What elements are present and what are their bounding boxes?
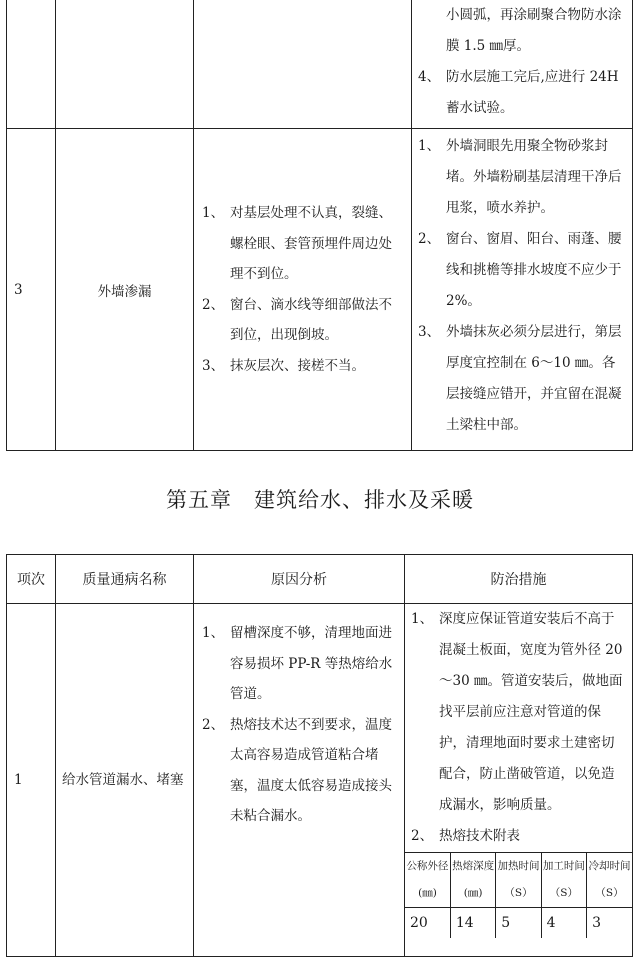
cause-cell: [194, 129, 412, 451]
list-number: 1、: [418, 138, 441, 154]
table-row-continued: [7, 0, 633, 129]
list-item: [202, 198, 405, 290]
list-item: [418, 62, 626, 124]
list-item: [418, 131, 626, 224]
hot-melt-header: 加热时间（S）: [496, 853, 541, 908]
list-item: [411, 821, 626, 852]
item-number: 3: [7, 129, 56, 451]
hot-melt-header: 冷却时间（S）: [587, 853, 632, 908]
table-row: [7, 604, 633, 957]
cause-text: 抹灰层次、接槎不当。: [230, 357, 365, 374]
defect-name: 外墙渗漏: [56, 129, 194, 451]
list-number: 3、: [418, 324, 441, 340]
list-number: 2、: [202, 716, 225, 733]
list-item: [202, 290, 405, 351]
cause-text: 热熔技术达不到要求，温度太高容易造成管道粘合堵塞，温度太低容易造成接头未粘合漏水。: [230, 716, 392, 824]
cause-text: 留槽深度不够，清理地面进容易损坏 PP-R 等热熔给水管道。: [230, 625, 393, 702]
top-table: [6, 0, 633, 451]
name-cell-empty: [56, 0, 194, 129]
list-number: 2、: [411, 828, 434, 844]
list-item: [202, 351, 405, 382]
hot-melt-header-row: [405, 853, 632, 908]
hot-melt-header: 热熔深度(㎜): [450, 853, 495, 908]
measure-text: 窗台、窗眉、阳台、雨蓬、腰线和挑檐等排水坡度不应少于 2%。: [446, 231, 622, 309]
measure-cell-continued: [412, 0, 633, 129]
hot-melt-value: 4: [541, 908, 586, 939]
item-number: 1: [7, 604, 56, 957]
hot-melt-header: 公称外径(㎜): [405, 853, 450, 908]
measure-text: 深度应保证管道安装后不高于混凝土板面，宽度为管外径 20～30 ㎜。管道安装后，做地面找平层前应注意对管道的保护，清理地面时要求土建密切配合，防止凿破管道，以免造成漏水，影响质量。: [439, 611, 623, 813]
hot-melt-value: 3: [587, 908, 632, 939]
list-number: 1、: [411, 611, 434, 627]
header-item-number: 项次: [7, 555, 56, 604]
list-item: [202, 710, 398, 832]
measure-text: 外墙抹灰必须分层进行，第层厚度宜控制在 6～10 ㎜。各层接缝应错开，并宜留在混凝土梁柱中部。: [446, 324, 622, 433]
cause-text: 窗台、滴水线等细部做法不到位，出现倒坡。: [230, 296, 392, 343]
measure-cell: [412, 129, 633, 451]
table-header-row: [7, 555, 633, 604]
list-item: [418, 0, 626, 62]
hot-melt-value: 20: [405, 908, 450, 939]
list-number: 1、: [202, 205, 225, 221]
cause-text: 对基层处理不认真，裂缝、螺栓眼、套管预埋件周边处理不到位。: [230, 205, 392, 282]
list-item: [202, 618, 398, 710]
hot-melt-value-row: [405, 908, 632, 939]
hot-melt-table: [405, 852, 632, 938]
measure-text: 热熔技术附表: [439, 828, 520, 844]
list-item: [418, 317, 626, 441]
cause-cell-empty: [194, 0, 412, 129]
num-cell-empty: [7, 0, 56, 129]
defect-name: 给水管道漏水、堵塞: [56, 604, 194, 957]
list-number: 3、: [202, 357, 225, 374]
table-row: [7, 129, 633, 451]
list-number: 2、: [202, 296, 225, 313]
list-item: [411, 604, 626, 821]
bottom-table: [6, 554, 633, 957]
hot-melt-value: 5: [496, 908, 541, 939]
list-item: [418, 224, 626, 317]
list-number: 4、: [418, 69, 441, 85]
header-defect-name: 质量通病名称: [56, 555, 194, 604]
header-prevention: 防治措施: [405, 555, 633, 604]
measure-text: 小圆弧，再涂刷聚合物防水涂膜 1.5 ㎜厚。: [446, 7, 622, 54]
chapter-title: 第五章 建筑给水、排水及采暖: [166, 488, 474, 512]
measure-text: 防水层施工完后,应进行 24H 蓄水试验。: [446, 69, 619, 116]
hot-melt-header: 加工时间（S）: [541, 853, 586, 908]
list-number: 2、: [418, 231, 441, 247]
measure-cell: [405, 604, 633, 957]
header-cause-analysis: 原因分析: [194, 555, 405, 604]
cause-cell: [194, 604, 405, 957]
list-number: 1、: [202, 625, 225, 641]
hot-melt-value: 14: [450, 908, 495, 939]
measure-text: 外墙洞眼先用聚全物砂浆封堵。外墙粉刷基层清理干净后甩浆，喷水养护。: [446, 138, 622, 216]
